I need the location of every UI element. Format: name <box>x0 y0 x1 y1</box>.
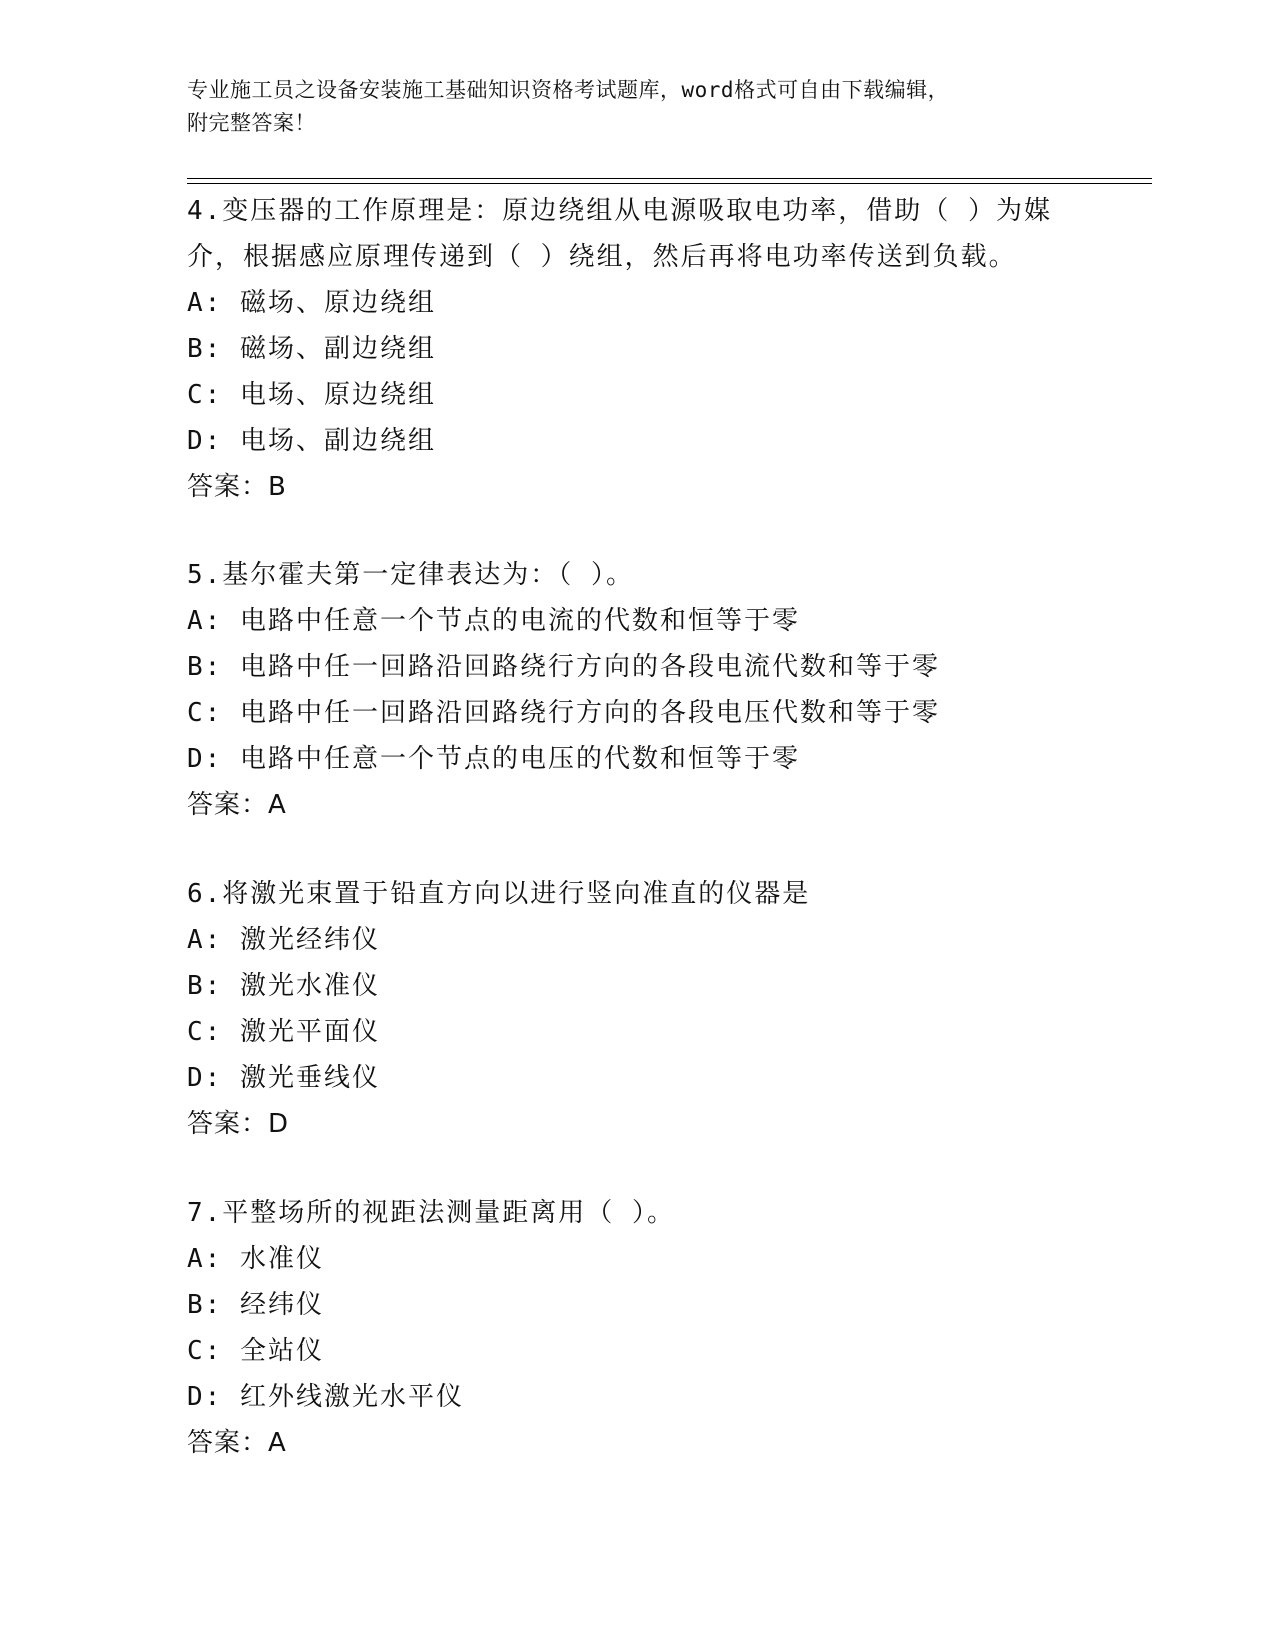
option-d: D: 电场、副边绕组 <box>187 426 436 456</box>
question-stem-continued: 介，根据感应原理传递到（ ）绕组，然后再将电功率传送到负载。 <box>187 242 1017 272</box>
option-c: C: 激光平面仪 <box>187 1017 380 1047</box>
question-5 <box>187 552 1087 828</box>
question-stem: 7.平整场所的视距法测量距离用（ ）。 <box>187 1198 675 1228</box>
option-c: C: 电场、原边绕组 <box>187 380 436 410</box>
question-stem: 5.基尔霍夫第一定律表达为：（ ）。 <box>187 560 634 590</box>
option-c: C: 电路中任一回路沿回路绕行方向的各段电压代数和等于零 <box>187 698 940 728</box>
question-4 <box>187 188 1087 510</box>
option-d: D: 红外线激光水平仪 <box>187 1382 464 1412</box>
option-a: A: 电路中任意一个节点的电流的代数和恒等于零 <box>187 606 800 636</box>
question-7 <box>187 1190 1087 1466</box>
header-line-2: 附完整答案！ <box>187 111 316 135</box>
answer: 答案：A <box>187 790 287 820</box>
option-b: B: 磁场、副边绕组 <box>187 334 436 364</box>
answer: 答案：B <box>187 472 287 502</box>
answer: 答案：D <box>187 1109 290 1139</box>
option-a: A: 磁场、原边绕组 <box>187 288 436 318</box>
option-a: A: 水准仪 <box>187 1244 324 1274</box>
answer: 答案：A <box>187 1428 287 1458</box>
option-b: B: 电路中任一回路沿回路绕行方向的各段电流代数和等于零 <box>187 652 940 682</box>
option-d: D: 激光垂线仪 <box>187 1063 380 1093</box>
question-6 <box>187 871 1087 1147</box>
option-a: A: 激光经纬仪 <box>187 925 380 955</box>
document-header <box>187 74 1087 140</box>
option-c: C: 全站仪 <box>187 1336 324 1366</box>
question-stem: 6.将激光束置于铅直方向以进行竖向准直的仪器是 <box>187 879 811 909</box>
option-b: B: 经纬仪 <box>187 1290 324 1320</box>
option-b: B: 激光水准仪 <box>187 971 380 1001</box>
header-line-1: 专业施工员之设备安装施工基础知识资格考试题库，word格式可自由下载编辑， <box>187 78 950 102</box>
header-divider-bottom <box>187 183 1152 184</box>
option-d: D: 电路中任意一个节点的电压的代数和恒等于零 <box>187 744 800 774</box>
question-stem: 4.变压器的工作原理是：原边绕组从电源吸取电功率，借助（ ）为媒 <box>187 196 1052 226</box>
header-divider-top <box>187 178 1152 179</box>
